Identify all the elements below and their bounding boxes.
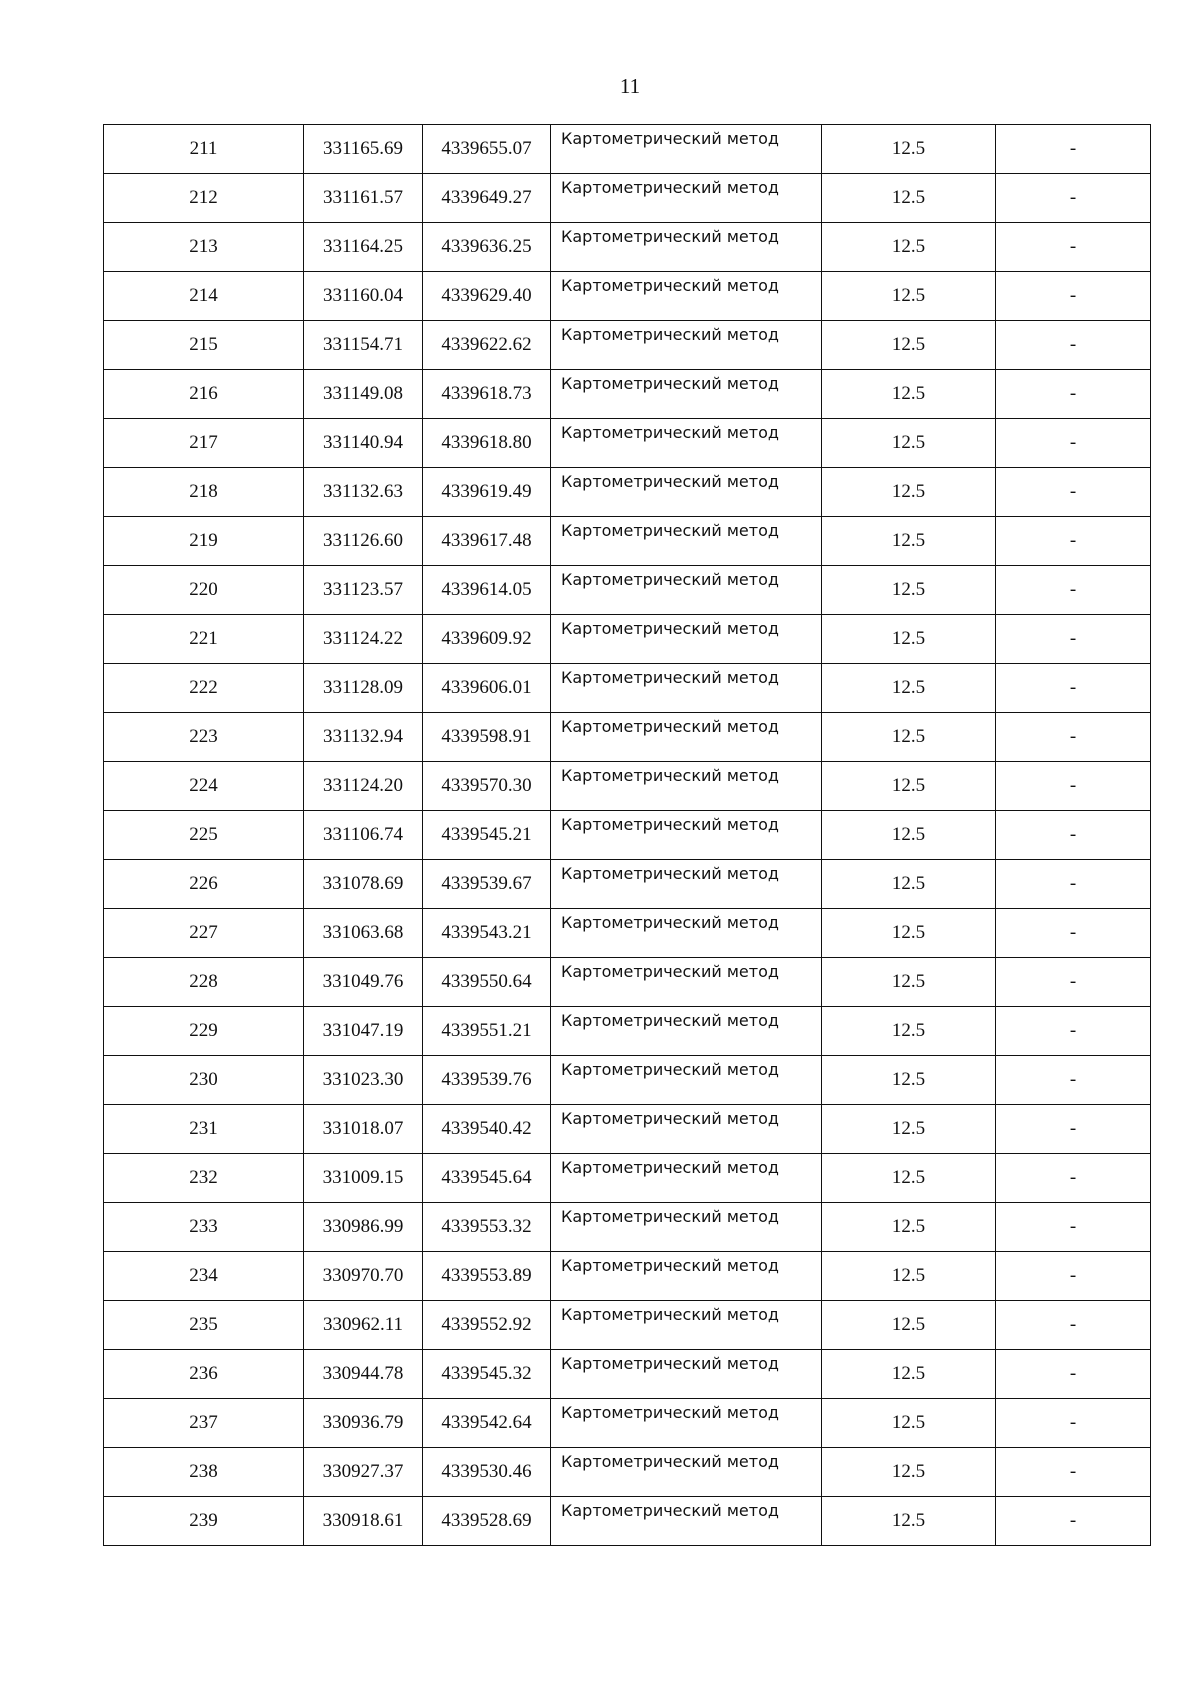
y-coordinate-cell: 4339622.62 [423, 321, 551, 370]
note-cell: - [996, 811, 1151, 860]
point-number-cell: 227 [104, 909, 304, 958]
x-coordinate-cell: 330944.78 [304, 1350, 423, 1399]
accuracy-cell: 12.5 [822, 1105, 996, 1154]
note-cell: - [996, 370, 1151, 419]
method-cell: Картометрический метод [551, 174, 822, 223]
y-coordinate-cell: 4339553.32 [423, 1203, 551, 1252]
note-cell: - [996, 860, 1151, 909]
accuracy-cell: 12.5 [822, 419, 996, 468]
method-cell: Картометрический метод [551, 517, 822, 566]
x-coordinate-cell: 331078.69 [304, 860, 423, 909]
y-coordinate-cell: 4339545.21 [423, 811, 551, 860]
accuracy-cell: 12.5 [822, 1350, 996, 1399]
table-row [104, 762, 1151, 811]
method-cell: Картометрический метод [551, 370, 822, 419]
table-row [104, 1252, 1151, 1301]
y-coordinate-cell: 4339545.64 [423, 1154, 551, 1203]
y-coordinate-cell: 4339542.64 [423, 1399, 551, 1448]
y-coordinate-cell: 4339617.48 [423, 517, 551, 566]
y-coordinate-cell: 4339570.30 [423, 762, 551, 811]
point-number-cell: 228 [104, 958, 304, 1007]
method-cell: Картометрический метод [551, 1154, 822, 1203]
table-row [104, 713, 1151, 762]
table-row [104, 615, 1151, 664]
point-number-cell: 220 [104, 566, 304, 615]
point-number-cell: 219 [104, 517, 304, 566]
table-row [104, 321, 1151, 370]
note-cell: - [996, 272, 1151, 321]
table-row [104, 1007, 1151, 1056]
method-cell: Картометрический метод [551, 1399, 822, 1448]
page-number: 11 [619, 74, 641, 98]
x-coordinate-cell: 331047.19 [304, 1007, 423, 1056]
x-coordinate-cell: 331154.71 [304, 321, 423, 370]
note-cell: - [996, 1399, 1151, 1448]
table-row [104, 664, 1151, 713]
x-coordinate-cell: 331132.63 [304, 468, 423, 517]
table-row [104, 125, 1151, 174]
accuracy-cell: 12.5 [822, 1399, 996, 1448]
table-row [104, 1301, 1151, 1350]
method-cell: Картометрический метод [551, 566, 822, 615]
method-cell: Картометрический метод [551, 1105, 822, 1154]
accuracy-cell: 12.5 [822, 370, 996, 419]
y-coordinate-cell: 4339649.27 [423, 174, 551, 223]
table-row [104, 1105, 1151, 1154]
note-cell: - [996, 1301, 1151, 1350]
method-cell: Картометрический метод [551, 1007, 822, 1056]
method-cell: Картометрический метод [551, 713, 822, 762]
table-row [104, 370, 1151, 419]
accuracy-cell: 12.5 [822, 321, 996, 370]
x-coordinate-cell: 331049.76 [304, 958, 423, 1007]
table-row [104, 860, 1151, 909]
table-row [104, 958, 1151, 1007]
table-row [104, 517, 1151, 566]
note-cell: - [996, 615, 1151, 664]
x-coordinate-cell: 331128.09 [304, 664, 423, 713]
table-row [104, 468, 1151, 517]
table-row [104, 174, 1151, 223]
note-cell: - [996, 1154, 1151, 1203]
note-cell: - [996, 566, 1151, 615]
y-coordinate-cell: 4339655.07 [423, 125, 551, 174]
x-coordinate-cell: 331063.68 [304, 909, 423, 958]
method-cell: Картометрический метод [551, 272, 822, 321]
note-cell: - [996, 713, 1151, 762]
note-cell: - [996, 419, 1151, 468]
x-coordinate-cell: 331160.04 [304, 272, 423, 321]
y-coordinate-cell: 4339543.21 [423, 909, 551, 958]
note-cell: - [996, 664, 1151, 713]
note-cell: - [996, 1252, 1151, 1301]
point-number-cell: 222 [104, 664, 304, 713]
point-number-cell: 226 [104, 860, 304, 909]
point-number-cell: 218 [104, 468, 304, 517]
note-cell: - [996, 321, 1151, 370]
x-coordinate-cell: 330986.99 [304, 1203, 423, 1252]
y-coordinate-cell: 4339629.40 [423, 272, 551, 321]
y-coordinate-cell: 4339618.73 [423, 370, 551, 419]
table-row [104, 272, 1151, 321]
y-coordinate-cell: 4339539.76 [423, 1056, 551, 1105]
note-cell: - [996, 762, 1151, 811]
x-coordinate-cell: 330970.70 [304, 1252, 423, 1301]
accuracy-cell: 12.5 [822, 1154, 996, 1203]
accuracy-cell: 12.5 [822, 958, 996, 1007]
accuracy-cell: 12.5 [822, 1252, 996, 1301]
accuracy-cell: 12.5 [822, 713, 996, 762]
method-cell: Картометрический метод [551, 762, 822, 811]
accuracy-cell: 12.5 [822, 1301, 996, 1350]
point-number-cell: 232 [104, 1154, 304, 1203]
point-number-cell: 213 [104, 223, 304, 272]
point-number-cell: 225 [104, 811, 304, 860]
x-coordinate-cell: 331123.57 [304, 566, 423, 615]
point-number-cell: 237 [104, 1399, 304, 1448]
point-number-cell: 216 [104, 370, 304, 419]
point-number-cell: 223 [104, 713, 304, 762]
accuracy-cell: 12.5 [822, 1007, 996, 1056]
x-coordinate-cell: 331126.60 [304, 517, 423, 566]
accuracy-cell: 12.5 [822, 811, 996, 860]
point-number-cell: 229 [104, 1007, 304, 1056]
x-coordinate-cell: 331009.15 [304, 1154, 423, 1203]
x-coordinate-cell: 331023.30 [304, 1056, 423, 1105]
y-coordinate-cell: 4339614.05 [423, 566, 551, 615]
accuracy-cell: 12.5 [822, 125, 996, 174]
point-number-cell: 231 [104, 1105, 304, 1154]
method-cell: Картометрический метод [551, 664, 822, 713]
method-cell: Картометрический метод [551, 958, 822, 1007]
point-number-cell: 235 [104, 1301, 304, 1350]
note-cell: - [996, 1448, 1151, 1497]
y-coordinate-cell: 4339636.25 [423, 223, 551, 272]
accuracy-cell: 12.5 [822, 762, 996, 811]
accuracy-cell: 12.5 [822, 1497, 996, 1546]
method-cell: Картометрический метод [551, 321, 822, 370]
x-coordinate-cell: 330918.61 [304, 1497, 423, 1546]
note-cell: - [996, 1007, 1151, 1056]
y-coordinate-cell: 4339606.01 [423, 664, 551, 713]
table-row [104, 1056, 1151, 1105]
y-coordinate-cell: 4339550.64 [423, 958, 551, 1007]
point-number-cell: 224 [104, 762, 304, 811]
accuracy-cell: 12.5 [822, 615, 996, 664]
y-coordinate-cell: 4339598.91 [423, 713, 551, 762]
x-coordinate-cell: 331106.74 [304, 811, 423, 860]
y-coordinate-cell: 4339551.21 [423, 1007, 551, 1056]
note-cell: - [996, 1105, 1151, 1154]
point-number-cell: 234 [104, 1252, 304, 1301]
note-cell: - [996, 1497, 1151, 1546]
table-row [104, 1350, 1151, 1399]
point-number-cell: 215 [104, 321, 304, 370]
method-cell: Картометрический метод [551, 860, 822, 909]
accuracy-cell: 12.5 [822, 517, 996, 566]
point-number-cell: 221 [104, 615, 304, 664]
note-cell: - [996, 1350, 1151, 1399]
table-row [104, 223, 1151, 272]
x-coordinate-cell: 331164.25 [304, 223, 423, 272]
table-row [104, 419, 1151, 468]
method-cell: Картометрический метод [551, 909, 822, 958]
point-number-cell: 238 [104, 1448, 304, 1497]
method-cell: Картометрический метод [551, 419, 822, 468]
table-row [104, 1154, 1151, 1203]
accuracy-cell: 12.5 [822, 664, 996, 713]
y-coordinate-cell: 4339545.32 [423, 1350, 551, 1399]
method-cell: Картометрический метод [551, 1203, 822, 1252]
x-coordinate-cell: 331124.22 [304, 615, 423, 664]
x-coordinate-cell: 331165.69 [304, 125, 423, 174]
point-number-cell: 212 [104, 174, 304, 223]
point-number-cell: 236 [104, 1350, 304, 1399]
accuracy-cell: 12.5 [822, 1448, 996, 1497]
y-coordinate-cell: 4339540.42 [423, 1105, 551, 1154]
table-row [104, 1203, 1151, 1252]
method-cell: Картометрический метод [551, 1252, 822, 1301]
table-row [104, 909, 1151, 958]
note-cell: - [996, 1056, 1151, 1105]
y-coordinate-cell: 4339609.92 [423, 615, 551, 664]
note-cell: - [996, 1203, 1151, 1252]
accuracy-cell: 12.5 [822, 174, 996, 223]
point-number-cell: 233 [104, 1203, 304, 1252]
x-coordinate-cell: 331132.94 [304, 713, 423, 762]
y-coordinate-cell: 4339539.67 [423, 860, 551, 909]
accuracy-cell: 12.5 [822, 860, 996, 909]
coordinates-table [103, 124, 1151, 1546]
accuracy-cell: 12.5 [822, 566, 996, 615]
note-cell: - [996, 468, 1151, 517]
x-coordinate-cell: 330962.11 [304, 1301, 423, 1350]
y-coordinate-cell: 4339528.69 [423, 1497, 551, 1546]
method-cell: Картометрический метод [551, 811, 822, 860]
method-cell: Картометрический метод [551, 1056, 822, 1105]
table-row [104, 1497, 1151, 1546]
note-cell: - [996, 174, 1151, 223]
point-number-cell: 217 [104, 419, 304, 468]
accuracy-cell: 12.5 [822, 223, 996, 272]
method-cell: Картометрический метод [551, 125, 822, 174]
accuracy-cell: 12.5 [822, 1056, 996, 1105]
y-coordinate-cell: 4339618.80 [423, 419, 551, 468]
method-cell: Картометрический метод [551, 1497, 822, 1546]
method-cell: Картометрический метод [551, 615, 822, 664]
note-cell: - [996, 958, 1151, 1007]
note-cell: - [996, 909, 1151, 958]
method-cell: Картометрический метод [551, 1350, 822, 1399]
note-cell: - [996, 517, 1151, 566]
accuracy-cell: 12.5 [822, 272, 996, 321]
note-cell: - [996, 223, 1151, 272]
table-row [104, 811, 1151, 860]
point-number-cell: 211 [104, 125, 304, 174]
y-coordinate-cell: 4339552.92 [423, 1301, 551, 1350]
table-row [104, 1399, 1151, 1448]
coordinates-table-body [104, 125, 1151, 1546]
point-number-cell: 214 [104, 272, 304, 321]
method-cell: Картометрический метод [551, 1301, 822, 1350]
x-coordinate-cell: 331161.57 [304, 174, 423, 223]
method-cell: Картометрический метод [551, 1448, 822, 1497]
x-coordinate-cell: 331124.20 [304, 762, 423, 811]
accuracy-cell: 12.5 [822, 1203, 996, 1252]
accuracy-cell: 12.5 [822, 468, 996, 517]
method-cell: Картометрический метод [551, 223, 822, 272]
x-coordinate-cell: 331140.94 [304, 419, 423, 468]
accuracy-cell: 12.5 [822, 909, 996, 958]
note-cell: - [996, 125, 1151, 174]
method-cell: Картометрический метод [551, 468, 822, 517]
table-row [104, 566, 1151, 615]
y-coordinate-cell: 4339530.46 [423, 1448, 551, 1497]
y-coordinate-cell: 4339619.49 [423, 468, 551, 517]
point-number-cell: 239 [104, 1497, 304, 1546]
y-coordinate-cell: 4339553.89 [423, 1252, 551, 1301]
x-coordinate-cell: 331149.08 [304, 370, 423, 419]
x-coordinate-cell: 330927.37 [304, 1448, 423, 1497]
x-coordinate-cell: 330936.79 [304, 1399, 423, 1448]
point-number-cell: 230 [104, 1056, 304, 1105]
table-row [104, 1448, 1151, 1497]
x-coordinate-cell: 331018.07 [304, 1105, 423, 1154]
